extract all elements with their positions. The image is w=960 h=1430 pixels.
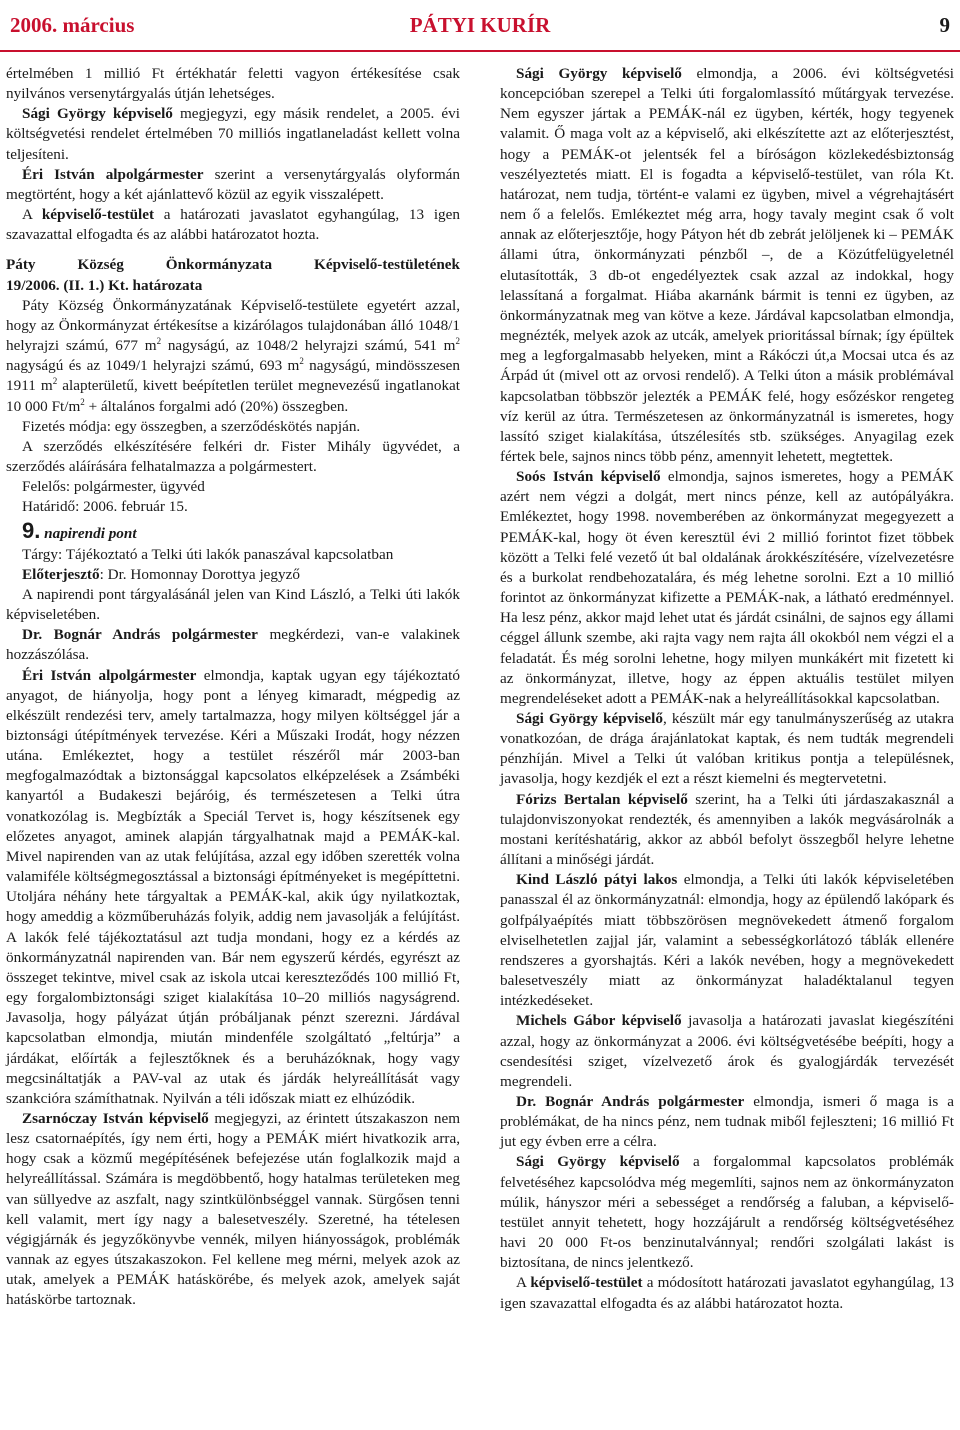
speaker-name: Zsarnóczay István képviselő: [22, 1109, 209, 1127]
paragraph: A szerződés elkészítésére felkéri dr. Fister Mihály ügyvédet, a szerződés aláírására felhatalmazza a polgármestert.: [6, 437, 460, 475]
agenda-heading: 9. napirendi pont: [22, 518, 137, 544]
resolution-heading: Páty Község Önkormányzata Képviselő-testületének 19/2006. (II. 1.) Kt. határozata: [6, 256, 460, 294]
speaker-name: Fórizs Bertalan képviselő: [516, 790, 688, 808]
right-column: [500, 64, 954, 1314]
paragraph: Fórizs Bertalan képviselő szerint, ha a Telki úti járdaszakasznál a tulajdonviszonyokat rendezték, és amennyiben a lakók megvásárolnák a mostani kerítéshatárig, akkor az abból befolyt összegből helyre lehetne állítani a minőségi járdát.: [500, 790, 954, 869]
header-rule: [0, 50, 960, 52]
paragraph: Tárgy: Tájékoztató a Telki úti lakók panaszával kapcsolatban: [22, 545, 394, 563]
paragraph: Éri István alpolgármester szerint a versenytárgyalás olyformán megtörtént, hogy a két ajánlattevő közül az egyik visszalépett.: [6, 165, 460, 203]
speaker-name: Soós István képviselő: [516, 468, 661, 486]
speaker-name: Sági György képviselő: [22, 105, 173, 123]
paragraph: Sági György képviselő megjegyzi, egy másik rendelet, a 2005. évi költségvetési rendelet értelmében 70 milliós ingatlaneladást kellett volna teljesíteni.: [6, 105, 460, 163]
paragraph: Dr. Bognár András polgármester elmondja, ismeri ő maga is a problémákat, de ha nincs pénz, nem tudnak miből fejleszteni; 16 millió Ft jut egy évben erre a célra.: [500, 1092, 954, 1151]
paragraph: Sági György képviselő a forgalommal kapcsolatos problémák felvetéséhez kapcsolódva még megemlíti, sajnos nem az önkormányzaton múlik, hányszor méri a sebességet a rendőrség a faluban, a képviselő-testület annyit tehetett, hogy hozzájárult a rendőrség költségvetéséhez havi 20 000 Ft-os benzinutalvánnyal; rendőri szolgálati lakást is biztosítana, de nincs jelentkező.: [500, 1153, 954, 1272]
speaker-name: Éri István alpolgármester: [22, 165, 204, 183]
speaker-name: Dr. Bognár András polgármester: [22, 626, 258, 644]
speaker-name: Kind László pátyi lakos: [516, 871, 678, 889]
paragraph: Dr. Bognár András polgármester megkérdezi, van-e valakinek hozzászólása.: [6, 626, 460, 664]
speaker-name: Éri István alpolgármester: [22, 666, 197, 684]
speaker-name: Sági György képviselő: [516, 65, 682, 82]
page-header: [0, 0, 960, 52]
speaker-name: Sági György képviselő: [516, 1153, 680, 1171]
speaker-name: képviselő-testület: [41, 206, 155, 224]
left-column: [6, 64, 460, 1311]
paragraph: Zsarnóczay István képviselő megjegyzi, az érintett útszakaszon nem lesz csatornaépítés, így nem érti, hogy a PEMÁK miért hivatkozik arra, hogy csak a közmű megépítésének befejezése után foglalkozik majd a helyreállítással. Számára is megdöbbentő, hogy hatalmas területeken meg van süllyedve az aszfalt, nagy szintkülönbséggel vannak. Sürgősen tenni kell valamit, mert így nagy a balesetveszély. Szeretné, ha tételesen végigjárnák és jegyzőkönyvbe vennék, milyen hiányosságok, problémák vannak az egyes útszakaszokon. Fel kellene meg mérni, melyek azok az utak, amelyek a PEMÁK hatáskörébe, és melyek azok, amelyek saját hatáskörbe tartoznak.: [6, 1109, 461, 1309]
paragraph: Felelős: polgármester, ügyvéd: [22, 478, 205, 496]
paragraph: A napirendi pont tárgyalásánál jelen van Kind László, a Telki úti lakók képviseletében.: [6, 585, 460, 624]
paragraph: Határidő: 2006. február 15.: [22, 498, 188, 516]
speaker-name: Sági György képviselő: [516, 710, 663, 727]
issue-date: 2006. március: [10, 13, 135, 37]
paragraph: A képviselő-testület a határozati javaslatot egyhangúlag, 13 igen szavazattal elfogadta és az alábbi határozatot hozta.: [6, 206, 460, 244]
publication-title: PÁTYI KURÍR: [409, 13, 551, 37]
paragraph: Előterjesztő: Dr. Homonnay Dorottya jegyző: [22, 565, 300, 583]
paragraph: Sági György képviselő elmondja, a 2006. évi költségvetési koncepcióban szerepel a Telki úti forgalomlassító műtárgyak tervezése. Nem egyszer jártak a PEMÁK-nál ez ügyben, kérték, hogy tegyenek valamit. Ő maga volt az a képviselő, aki elkészítette azt az előterjesztést, hogy a PEMÁK-ot jelentsék fel a bíróságon közlekedésbiztonság veszélyeztetés miatt. El is fogadta a képviselő-testület, van róla Kt. határozat, nem tudja, történt-e valami ez ügyben, mivel a végrehajtásért nem ő a felelős. Emlékeztet még arra, hogy tavaly megint csak ő volt annak az előterjesztője, hogy Pátyon hét db zebrát jelöljenek ki – PEMÁK állami útra, önkormányzati pénzből –, de a Közútfelügyeletnél elutasították, 3 db-ot engedélyeztek csak azzal az indokkal, hogy lelassítaná a forgalmat. Hiába akarnánk bármit is tenni ez ügyben, az önkormányzatnak meg van kötve a keze. Járdával kapcsolatban elmondja, megnézték, melyek azok az utcák, amelyek prioritással bírnak; így épültek meg a legforgalmasabb helyeken, mint a Rákóczi út,a Mocsai utca és az Árpád út (mivel ott az orvosi rendelő). A Telki úton a másik problémával kapcsolatban többször jelezték a PEMÁK felé, hogy esőzéskor rengeteg víz kerül az útra. Természetesen az önkormányzatnál is ismeretes, hogy lassító sziget kialakítása, útszélesítés stb. szükséges. Anyagilag ezek fértek bele, sajnos nincs több pénz, amennyit lehetett, megtettek.: [500, 65, 954, 465]
paragraph: Soós István képviselő elmondja, sajnos ismeretes, hogy a PEMÁK azért nem végzi a dolgát, mert nincs pénze, kell az autópályákra. Emlékeztet, hogy 1998. novemberében az önkormányzat megegyezett a PEMÁK-kal, hogy öt éven keresztül évi 2 millió forintot fizet többek között a Telki felé vezető út bal oldalának árokkészítésére, vízelvezetésre és a burkolat rendbehozatalára, és még lehetne sorolni. Ezt a 10 millió forintot az önkormányzat kifizette a PEMÁK-nak, a látható eredménnyel. Ha lesz pénz, akkor majd lehet utat és járdát csinálni, de sajnos egy állami céggel állunk szembe, aki rajta vagy nem rajta áll okokból nem végzi el a feladatát. És még sorolni lehetne, hogy milyen munkákért mit fizetett ki az önkormányzat, illetve, hogy az éppen aktuális testület milyen megrendeléseket adott a PEMÁK-nak a helyreállításokkal kapcsolatban.: [500, 468, 954, 707]
paragraph: Éri István alpolgármester elmondja, kaptak ugyan egy tájékoztató anyagot, de hiányolja, hogy pont a lényeg kimaradt, mégpedig az elkészült rendezési terv, amely tartalmazza, hogy milyen költséggel jár a biztonsági útépítmények tervezése. Kéri a Műszaki Irodát, hogy nézzen utána. Emlékeztet, hogy a testület részéről már 2003-ban megfogalmazódtak a biztonsággal kapcsolatos elképzelések a Zsámbéki kanyartól a Budakeszi bejáróig, és természetesen a Telki útra vonatkozólag is. Megbízták a Speciál Tervet is, hogy készítsenek egy előzetes anyagot, aminek alapján tárgyalhatnak majd a PEMÁK-kal. Mivel napirenden van az utak felújítása, azzal egy időben szerették volna valamiféle költségmegosztással a biztonsági építményeket is megépíttetni. Utoljára néhány hete tárgyaltak a PEMÁK-kal, akik úgy nyilatkoztak, hogy ameddig a közműberuházás folyik, addig nem javasolják a felújítást. A lakók felé tájékoztatásul azt tudja mondani, hogy ez a kérdés az önkormányzatnál napirenden van. Bár nem egyszerű kérdés, egyrészt az összeget tekintve, mivel csak az iskola utcai kereszteződés 100 millió Ft, egy forgalombiztonsági sziget kialakítása 10–20 milliós nagyságrend. Javasolja, hogy pályázat útján próbáljanak pénzt szerezni. Járdával kapcsolatban elmondja, miután mindenféle szolgáltató „feltúrja” a járdákat, előírták a fejlesztőknek és a beruházóknak, hogy vagy megcsináltatják a PAV-val az utak és járdák helyreállítását vagy szankcióra számíthatnak. Nyilván a téli időszak miatt ez elhúzódik.: [6, 666, 460, 1107]
resolution-text: Páty Község Önkormányzatának Képviselő-testülete egyetért azzal, hogy az Önkormányzat értékesítse a kizárólagos tulajdonában álló 1048/1 helyrajzi számú, 677 $m^2$ nagyságú, az 1048/2 helyrajzi számú, 541 $m^2$ nagyságú és az 1049/1 helyrajzi számú, 693 $m^2$ nagyságú, mindösszesen 1911 $m^2$ alapterületű, kivett beépítetlen terület megnevezésű ingatlanokat 10 000 $Ft/m^2$ + általános forgalmi adó (20%) összegben.: [6, 296, 460, 415]
paragraph: értelmében 1 millió Ft értékhatár feletti vagyon értékesítése csak nyilvános versenytárgyalás útján lehetséges.: [6, 65, 460, 103]
paragraph: Kind László pátyi lakos elmondja, a Telki úti lakók képviseletében panasszal él az önkormányzatnál: elmondja, hogy az épülendő lakópark és golfpályaépítés miatt többszörösen megnövekedett átmenő forgalom elviselhetetlen zajjal jár, valamint a sebességkorlátozó táblák ellenére rendszeres a gyorshajtás. Kéri a lakók nevében, hogy a megnövekedett balesetveszély miatt az önkormányzat haladéktalanul tegyen intézkedéseket.: [500, 871, 954, 1010]
paragraph: A képviselő-testület a módosított határozati javaslatot egyhangúlag, 13 igen szavazattal elfogadta és az alábbi határozatot hozta.: [500, 1274, 954, 1312]
speaker-name: képviselő-testület: [530, 1274, 643, 1292]
speaker-name: Dr. Bognár András polgármester: [516, 1092, 745, 1110]
paragraph: Michels Gábor képviselő javasolja a határozati javaslat kiegészíténi azzal, hogy az önkormányzat a 2006. évi költségvetésébe beépíti, hogy a csendesítési sziget, vízelvezető árok és gyalogjárdák tervezését megrendeli.: [500, 1012, 954, 1090]
paragraph: Sági György képviselő, készült már egy tanulmányszerűség az utakra vonatkozóan, de drága árajánlatokat kaptak, és nem tudták megrendeli pénzhíján. Mivel a Telki út valóban kritikus pontja a településnek, javasolja, hogy kezdjék el ezt a részt kiemelni és megtervetetni.: [500, 710, 954, 788]
paragraph: Fizetés módja: egy összegben, a szerződéskötés napján.: [22, 417, 361, 435]
page-number: 9: [939, 13, 950, 37]
speaker-name: Michels Gábor képviselő: [516, 1012, 682, 1030]
